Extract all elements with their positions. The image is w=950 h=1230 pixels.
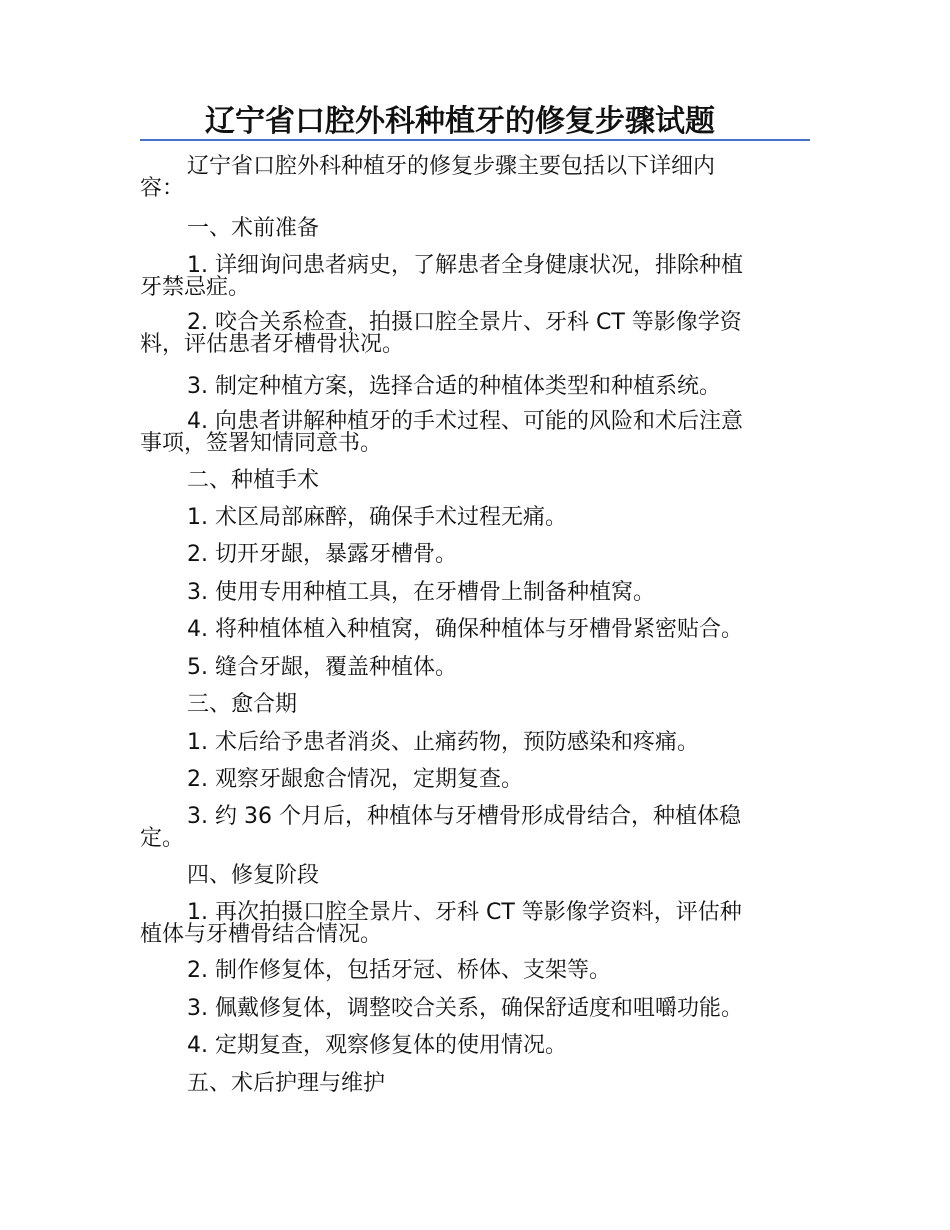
paragraph	[140, 694, 297, 716]
paragraph	[140, 582, 655, 604]
paragraph	[140, 865, 319, 887]
paragraph	[140, 1073, 385, 1095]
paragraph	[140, 902, 742, 946]
paragraph-line: 4. 定期复查，观察修复体的使用情况。	[187, 1033, 567, 1058]
paragraph-line: 一、术前准备	[187, 216, 320, 241]
paragraph-line: 4. 向患者讲解种植牙的手术过程、可能的风险和术后注意	[187, 409, 743, 434]
paragraph-line: 1. 再次拍摄口腔全景片、牙科 CT 等影像学资料，评估种	[187, 900, 742, 925]
paragraph-line: 2. 制作修复体，包括牙冠、桥体、支架等。	[187, 958, 611, 983]
paragraph-line: 2. 观察牙龈愈合情况，定期复查。	[187, 767, 523, 792]
paragraph	[140, 1035, 567, 1057]
paragraph-line: 定。	[140, 826, 185, 851]
paragraph-line: 1. 术区局部麻醉，确保手术过程无痛。	[187, 505, 567, 530]
paragraph-line: 2. 咬合关系检查，拍摄口腔全景片、牙科 CT 等影像学资	[187, 310, 742, 335]
paragraph-line: 容：	[140, 176, 185, 201]
paragraph-line: 1. 术后给予患者消炎、止痛药物，预防感染和疼痛。	[187, 730, 699, 755]
paragraph-line: 植体与牙槽骨结合情况。	[140, 922, 383, 947]
paragraph-line: 辽宁省口腔外科种植牙的修复步骤主要包括以下详细内	[187, 154, 716, 179]
paragraph	[140, 657, 457, 679]
paragraph-line: 三、愈合期	[187, 692, 298, 717]
paragraph	[140, 806, 741, 850]
paragraph	[140, 544, 457, 566]
paragraph	[140, 619, 743, 641]
paragraph	[140, 960, 611, 982]
paragraph-line: 2. 切开牙龈，暴露牙槽骨。	[187, 542, 457, 567]
paragraph	[140, 218, 319, 240]
paragraph-line: 3. 佩戴修复体，调整咬合关系，确保舒适度和咀嚼功能。	[187, 996, 743, 1021]
paragraph	[140, 156, 715, 200]
paragraph-line: 3. 使用专用种植工具，在牙槽骨上制备种植窝。	[187, 580, 655, 605]
paragraph	[140, 769, 523, 791]
paragraph	[140, 411, 743, 455]
paragraph-line: 3. 制定种植方案，选择合适的种植体类型和种植系统。	[187, 374, 721, 399]
paragraph-line: 五、术后护理与维护	[187, 1071, 386, 1096]
paragraph-line: 1. 详细询问患者病史，了解患者全身健康状况，排除种植	[187, 253, 743, 278]
paragraph	[140, 470, 319, 492]
paragraph	[140, 998, 743, 1020]
paragraph-line: 牙禁忌症。	[140, 275, 251, 300]
title-underline	[140, 139, 810, 141]
paragraph-line: 3. 约 36 个月后，种植体与牙槽骨形成骨结合，种植体稳	[187, 804, 741, 829]
paragraph	[140, 507, 567, 529]
paragraph-line: 料，评估患者牙槽骨状况。	[140, 332, 405, 357]
document-title: 辽宁省口腔外科种植牙的修复步骤试题	[205, 104, 715, 139]
paragraph-line: 5. 缝合牙龈，覆盖种植体。	[187, 655, 457, 680]
paragraph-line: 二、种植手术	[187, 468, 320, 493]
paragraph	[140, 312, 742, 356]
paragraph	[140, 732, 699, 754]
paragraph-line: 4. 将种植体植入种植窝，确保种植体与牙槽骨紧密贴合。	[187, 617, 743, 642]
paragraph	[140, 376, 721, 398]
paragraph-line: 四、修复阶段	[187, 863, 320, 888]
paragraph-line: 事项，签署知情同意书。	[140, 431, 383, 456]
paragraph	[140, 255, 743, 299]
